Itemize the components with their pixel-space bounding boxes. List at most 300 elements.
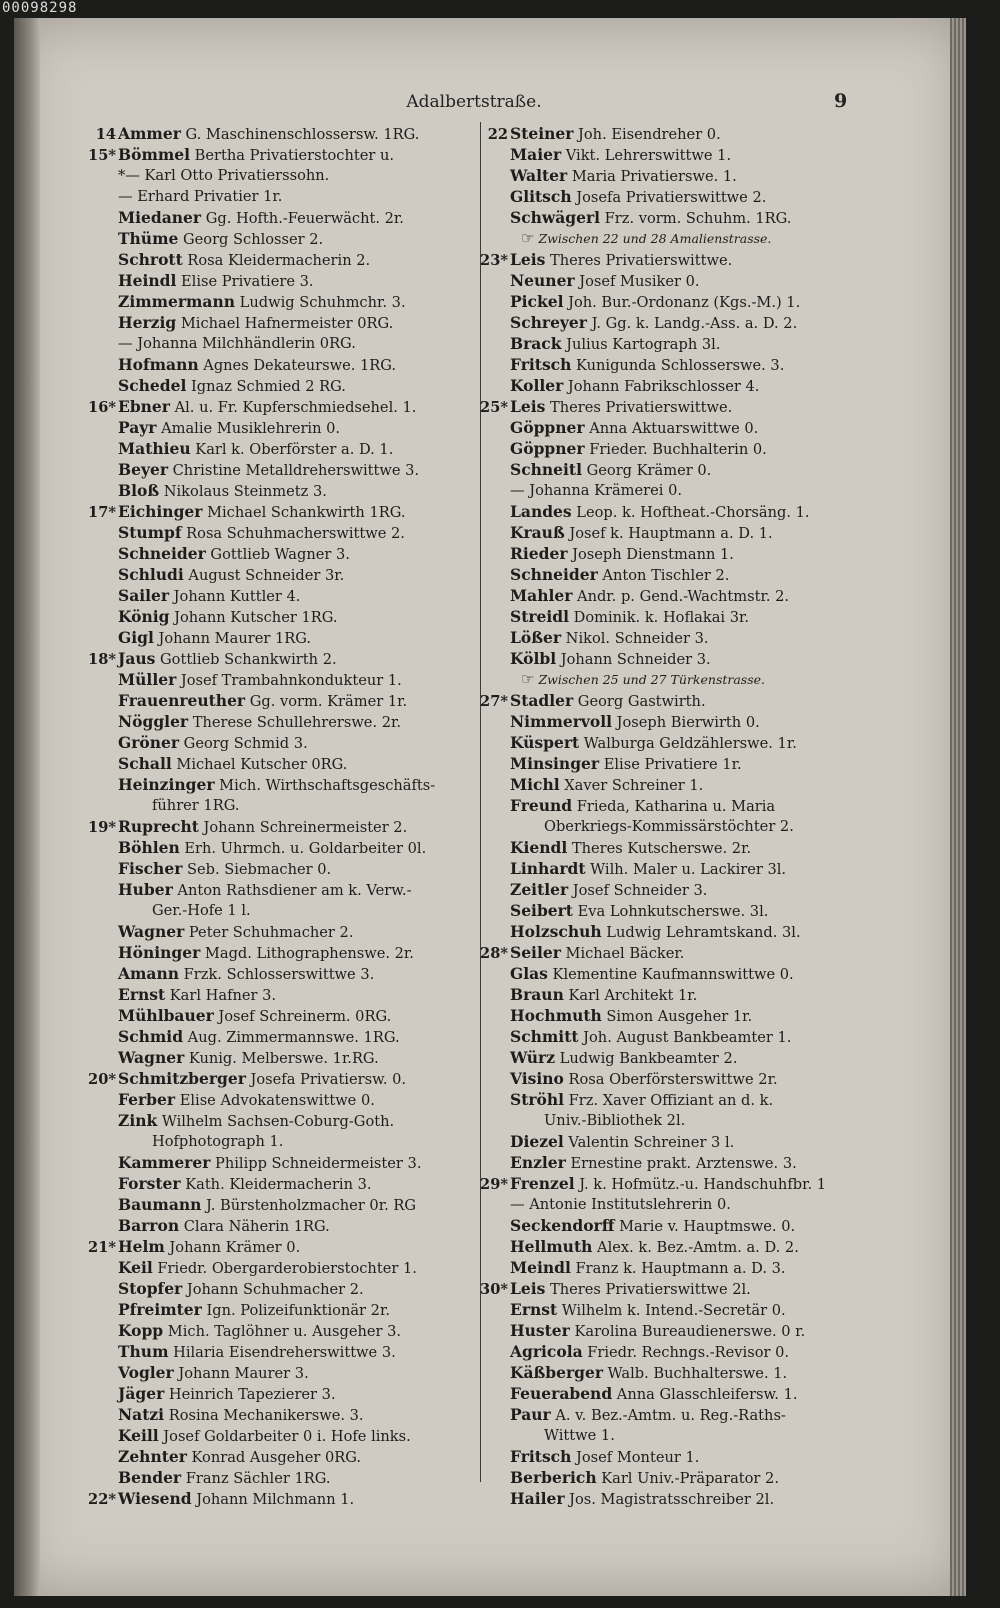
- page-edges: [950, 18, 966, 1596]
- resident-surname: Leis: [510, 397, 546, 416]
- directory-entry: [84, 1320, 474, 1341]
- resident-details: Ludwig Lehramtskand. 3l.: [601, 924, 801, 941]
- resident-details: Johann Schreinermeister 2.: [198, 819, 408, 836]
- directory-entry: [476, 1404, 876, 1425]
- house-number: 29*: [480, 1176, 508, 1193]
- directory-entry: [476, 1446, 876, 1467]
- resident-details: Johann Maurer 3.: [173, 1365, 309, 1382]
- directory-entry: [84, 1131, 474, 1152]
- resident-surname: Herzig: [118, 313, 177, 332]
- resident-surname: Ammer: [118, 124, 181, 143]
- resident-details: Seb. Siebmacher 0.: [182, 861, 332, 878]
- resident-details: Friedr. Obergarderobierstochter 1.: [152, 1260, 417, 1277]
- directory-entry: [84, 732, 474, 753]
- resident-details: Wilh. Maler u. Lackirer 3l.: [585, 861, 787, 878]
- directory-entry: [476, 1215, 876, 1236]
- resident-surname: Fischer: [118, 859, 183, 878]
- directory-entry: [84, 375, 474, 396]
- resident-details: Eva Lohnkutscherswe. 3l.: [572, 903, 769, 920]
- directory-entry: [84, 816, 474, 837]
- resident-surname: Brack: [510, 334, 562, 353]
- resident-details: Konrad Ausgeher 0RG.: [186, 1449, 362, 1466]
- directory-entry: [84, 1047, 474, 1068]
- resident-details: Ignaz Schmied 2 RG.: [186, 378, 346, 395]
- house-number: 14: [95, 126, 116, 143]
- resident-details: Joseph Bierwirth 0.: [612, 714, 760, 731]
- directory-entry: [476, 1131, 876, 1152]
- resident-details: Mich. Wirthschaftsgeschäfts-: [214, 777, 436, 794]
- resident-surname: Steiner: [510, 124, 574, 143]
- resident-details: Josef k. Hauptmann a. D. 1.: [564, 525, 773, 542]
- resident-details: Theres Privatierswittwe.: [545, 252, 733, 269]
- resident-details: Josefa Privatiersw. 0.: [245, 1071, 407, 1088]
- resident-surname: Thum: [118, 1342, 169, 1361]
- resident-surname: Müller: [118, 670, 177, 689]
- resident-surname: Walter: [510, 166, 568, 185]
- directory-entry: [84, 690, 474, 711]
- resident-details: Georg Gastwirth.: [573, 693, 706, 710]
- resident-surname: Stadler: [510, 691, 574, 710]
- directory-entry: [84, 417, 474, 438]
- directory-entry: [476, 459, 876, 480]
- resident-surname: Ebner: [118, 397, 170, 416]
- resident-details: Frzk. Schlosserswittwe 3.: [179, 966, 375, 983]
- directory-entry: [84, 522, 474, 543]
- resident-details: Karl Hafner 3.: [165, 987, 277, 1004]
- resident-details: Joseph Dienstmann 1.: [567, 546, 734, 563]
- directory-entry: [476, 333, 876, 354]
- resident-details: Alex. k. Bez.-Amtm. a. D. 2.: [592, 1239, 799, 1256]
- resident-details: — Johanna Krämerei 0.: [510, 482, 683, 499]
- resident-details: Karl Univ.-Präparator 2.: [596, 1470, 779, 1487]
- directory-entry: [476, 837, 876, 858]
- resident-surname: Ströhl: [510, 1090, 565, 1109]
- house-number: 25*: [480, 399, 508, 416]
- resident-surname: Maier: [510, 145, 562, 164]
- directory-entry: [476, 648, 876, 669]
- resident-surname: Braun: [510, 985, 564, 1004]
- directory-entry: [84, 879, 474, 900]
- directory-entry: [84, 312, 474, 333]
- directory-entry: [84, 186, 474, 207]
- directory-entry: [84, 984, 474, 1005]
- resident-surname: Höninger: [118, 943, 201, 962]
- resident-details: Vikt. Lehrerswittwe 1.: [561, 147, 732, 164]
- resident-details: Georg Schlosser 2.: [178, 231, 324, 248]
- resident-surname: Gröner: [118, 733, 180, 752]
- directory-entry: [476, 1089, 876, 1110]
- directory-entry: [84, 270, 474, 291]
- directory-entry: [84, 1194, 474, 1215]
- resident-surname: Schall: [118, 754, 172, 773]
- resident-surname: Baumann: [118, 1195, 202, 1214]
- directory-entry: [84, 1299, 474, 1320]
- directory-entry: [84, 900, 474, 921]
- resident-surname: Kiendl: [510, 838, 568, 857]
- resident-surname: Nöggler: [118, 712, 189, 731]
- pointing-hand-icon: ☞: [521, 229, 535, 247]
- resident-details: Michael Schankwirth 1RG.: [202, 504, 406, 521]
- resident-surname: Wiesend: [118, 1489, 192, 1508]
- resident-details: Walb. Buchhalterswe. 1.: [603, 1365, 788, 1382]
- right-column: [476, 123, 876, 1509]
- resident-details: Josef Schreinerm. 0RG.: [213, 1008, 392, 1025]
- resident-surname: Schreyer: [510, 313, 587, 332]
- resident-surname: Schrott: [118, 250, 183, 269]
- directory-entry: [476, 942, 876, 963]
- resident-surname: Zehnter: [118, 1447, 187, 1466]
- directory-entry: [84, 1089, 474, 1110]
- resident-details: Rosa Oberförsterswittwe 2r.: [563, 1071, 778, 1088]
- resident-details: Hofphotograph 1.: [152, 1133, 284, 1150]
- directory-entry: [476, 732, 876, 753]
- resident-surname: Schmitzberger: [118, 1069, 246, 1088]
- resident-surname: Koller: [510, 376, 564, 395]
- resident-surname: Frenzel: [510, 1174, 575, 1193]
- directory-entry: [84, 1425, 474, 1446]
- house-number: 21*: [88, 1239, 116, 1256]
- resident-surname: König: [118, 607, 170, 626]
- resident-details: Ernestine prakt. Arztenswe. 3.: [565, 1155, 797, 1172]
- resident-details: Oberkriegs-Kommissärstöchter 2.: [544, 818, 794, 835]
- resident-details: — Erhard Privatier 1r.: [118, 188, 283, 205]
- resident-details: Valentin Schreiner 3 l.: [563, 1134, 735, 1151]
- resident-surname: Küspert: [510, 733, 580, 752]
- resident-details: Anton Rathsdiener am k. Verw.-: [172, 882, 412, 899]
- directory-entry: [476, 480, 876, 501]
- resident-surname: Miedaner: [118, 208, 202, 227]
- resident-details: Philipp Schneidermeister 3.: [210, 1155, 422, 1172]
- resident-details: Georg Schmid 3.: [179, 735, 308, 752]
- directory-entry: [476, 690, 876, 711]
- house-number: 28*: [480, 945, 508, 962]
- directory-entry: [84, 858, 474, 879]
- resident-surname: Schedel: [118, 376, 187, 395]
- directory-entry: [84, 774, 474, 795]
- resident-details: J. Gg. k. Landg.-Ass. a. D. 2.: [586, 315, 798, 332]
- resident-surname: Schwägerl: [510, 208, 601, 227]
- directory-entry: [84, 333, 474, 354]
- resident-surname: Meindl: [510, 1258, 571, 1277]
- resident-details: Univ.-Bibliothek 2l.: [544, 1112, 686, 1129]
- resident-details: Julius Kartograph 3l.: [561, 336, 721, 353]
- resident-surname: Glas: [510, 964, 548, 983]
- resident-details: Al. u. Fr. Kupferschmiedsehel. 1.: [169, 399, 417, 416]
- resident-surname: Berberich: [510, 1468, 597, 1487]
- house-number: 22*: [88, 1491, 116, 1508]
- resident-surname: Paur: [510, 1405, 551, 1424]
- directory-entry: [84, 438, 474, 459]
- resident-details: Josef Goldarbeiter 0 i. Hofe links.: [158, 1428, 411, 1445]
- directory-entry: [84, 1446, 474, 1467]
- resident-details: Elise Advokatenswittwe 0.: [175, 1092, 375, 1109]
- resident-details: Michael Kutscher 0RG.: [171, 756, 348, 773]
- directory-entry: [84, 207, 474, 228]
- resident-details: — Antonie Institutslehrerin 0.: [510, 1196, 731, 1213]
- directory-entry: [476, 270, 876, 291]
- resident-details: Johann Milchmann 1.: [191, 1491, 355, 1508]
- directory-entry: [84, 1173, 474, 1194]
- directory-entry: [84, 669, 474, 690]
- resident-details: Michael Bäcker.: [560, 945, 685, 962]
- resident-details: Peter Schuhmacher 2.: [184, 924, 354, 941]
- directory-entry: [476, 1341, 876, 1362]
- resident-details: Josefa Privatierswittwe 2.: [571, 189, 767, 206]
- resident-surname: Zimmermann: [118, 292, 236, 311]
- resident-details: Michael Hafnermeister 0RG.: [176, 315, 394, 332]
- resident-surname: Ruprecht: [118, 817, 199, 836]
- resident-details: Joh. Eisendreher 0.: [573, 126, 721, 143]
- page-number: 9: [834, 90, 848, 112]
- directory-entry: [84, 354, 474, 375]
- resident-surname: Göppner: [510, 439, 585, 458]
- resident-surname: Visino: [510, 1069, 564, 1088]
- resident-surname: Gigl: [118, 628, 154, 647]
- resident-details: Joh. Bur.-Ordonanz (Kgs.-M.) 1.: [563, 294, 801, 311]
- directory-entry: [84, 1215, 474, 1236]
- resident-details: Agnes Dekateurswe. 1RG.: [198, 357, 397, 374]
- directory-entry: [476, 1257, 876, 1278]
- directory-entry: [84, 480, 474, 501]
- directory-entry: [476, 711, 876, 732]
- resident-surname: Zink: [118, 1111, 158, 1130]
- resident-details: Dominik. k. Hoflakai 3r.: [569, 609, 750, 626]
- resident-surname: Diezel: [510, 1132, 564, 1151]
- resident-details: Johann Kutscher 1RG.: [169, 609, 338, 626]
- resident-details: Joh. August Bankbeamter 1.: [578, 1029, 792, 1046]
- resident-surname: Pickel: [510, 292, 564, 311]
- directory-entry: [84, 144, 474, 165]
- resident-details: Gg. Hofth.-Feuerwächt. 2r.: [201, 210, 404, 227]
- directory-entry: [84, 1278, 474, 1299]
- directory-entry: [476, 795, 876, 816]
- resident-surname: Bender: [118, 1468, 182, 1487]
- directory-entry: [476, 354, 876, 375]
- resident-details: Leop. k. Hoftheat.-Chorsäng. 1.: [571, 504, 810, 521]
- resident-details: Johann Fabrikschlosser 4.: [563, 378, 760, 395]
- directory-entry: [84, 1257, 474, 1278]
- directory-entry: [476, 564, 876, 585]
- directory-entry: [476, 585, 876, 606]
- resident-details: führer 1RG.: [152, 797, 240, 814]
- resident-surname: Enzler: [510, 1153, 566, 1172]
- resident-surname: Seckendorff: [510, 1216, 615, 1235]
- directory-entry: [476, 627, 876, 648]
- pointing-hand-icon: ☞: [521, 670, 535, 688]
- resident-surname: Frauenreuther: [118, 691, 246, 710]
- resident-details: Xaver Schreiner 1.: [559, 777, 704, 794]
- resident-details: Bertha Privatierstochter u.: [190, 147, 394, 164]
- directory-entry: [476, 1425, 876, 1446]
- directory-entry: [84, 1383, 474, 1404]
- house-number: 19*: [88, 819, 116, 836]
- directory-entry: [84, 291, 474, 312]
- resident-surname: Hofmann: [118, 355, 199, 374]
- resident-details: Wilhelm k. Intend.-Secretär 0.: [557, 1302, 786, 1319]
- resident-details: Kath. Kleidermacherin 3.: [180, 1176, 372, 1193]
- directory-entry: [476, 879, 876, 900]
- resident-surname: Thüme: [118, 229, 179, 248]
- directory-entry: [84, 1404, 474, 1425]
- house-number: 30*: [480, 1281, 508, 1298]
- resident-details: — Johanna Milchhändlerin 0RG.: [118, 335, 356, 352]
- resident-details: Georg Krämer 0.: [581, 462, 712, 479]
- page-header-street: Adalbertstraße.: [406, 92, 542, 112]
- resident-details: Ign. Polizeifunktionär 2r.: [201, 1302, 390, 1319]
- directory-entry: [476, 1488, 876, 1509]
- resident-details: J. k. Hofmütz.-u. Handschuhfbr. 1: [574, 1176, 827, 1193]
- directory-entry: [476, 543, 876, 564]
- directory-entry: [84, 711, 474, 732]
- directory-entry: [84, 1152, 474, 1173]
- resident-details: Johann Schuhmacher 2.: [182, 1281, 364, 1298]
- directory-entry: [476, 501, 876, 522]
- directory-entry: [476, 1194, 876, 1215]
- directory-entry: [84, 165, 474, 186]
- street-note: [476, 228, 876, 249]
- directory-entry: [476, 249, 876, 270]
- resident-surname: Huster: [510, 1321, 570, 1340]
- resident-details: Christine Metalldreherswittwe 3.: [168, 462, 420, 479]
- resident-details: Amalie Musiklehrerin 0.: [156, 420, 341, 437]
- resident-surname: Rieder: [510, 544, 568, 563]
- resident-surname: Keil: [118, 1258, 153, 1277]
- resident-details: Karolina Bureaudienerswe. 0 r.: [569, 1323, 806, 1340]
- resident-details: Wittwe 1.: [544, 1427, 615, 1444]
- resident-surname: Barron: [118, 1216, 180, 1235]
- directory-entry: [476, 606, 876, 627]
- resident-details: Friedr. Rechngs.-Revisor 0.: [582, 1344, 790, 1361]
- house-number: 18*: [88, 651, 116, 668]
- resident-surname: Schmid: [118, 1027, 184, 1046]
- directory-entry: [84, 1236, 474, 1257]
- resident-details: Frieder. Buchhalterin 0.: [584, 441, 767, 458]
- directory-entry: [84, 1068, 474, 1089]
- resident-details: Maria Privatierswe. 1.: [567, 168, 737, 185]
- directory-entry: [84, 837, 474, 858]
- directory-entry: [476, 438, 876, 459]
- resident-details: Karl k. Oberförster a. D. 1.: [190, 441, 394, 458]
- directory-entry: [476, 774, 876, 795]
- resident-surname: Natzi: [118, 1405, 165, 1424]
- directory-entry: [476, 921, 876, 942]
- directory-entry: [476, 165, 876, 186]
- resident-surname: Krauß: [510, 523, 565, 542]
- resident-details: Johann Maurer 1RG.: [153, 630, 311, 647]
- directory-entry: [84, 396, 474, 417]
- resident-surname: Wagner: [118, 922, 185, 941]
- resident-details: Simon Ausgeher 1r.: [601, 1008, 753, 1025]
- resident-surname: Glitsch: [510, 187, 572, 206]
- resident-surname: Heindl: [118, 271, 177, 290]
- directory-entry: [476, 1278, 876, 1299]
- resident-surname: Ernst: [118, 985, 166, 1004]
- resident-surname: Jaus: [118, 649, 156, 668]
- resident-details: Rosa Schuhmacherswittwe 2.: [181, 525, 405, 542]
- resident-details: Ludwig Schuhmchr. 3.: [235, 294, 406, 311]
- resident-details: Anna Aktuarswittwe 0.: [584, 420, 759, 437]
- directory-entry: [476, 522, 876, 543]
- directory-entry: [84, 1005, 474, 1026]
- house-number: 15*: [88, 147, 116, 164]
- resident-details: Jos. Magistratsschreiber 2l.: [564, 1491, 775, 1508]
- resident-details: Elise Privatiere 1r.: [599, 756, 742, 773]
- resident-surname: Kopp: [118, 1321, 164, 1340]
- resident-details: Magd. Lithographenswe. 2r.: [200, 945, 414, 962]
- resident-surname: Wagner: [118, 1048, 185, 1067]
- directory-entry: [476, 1383, 876, 1404]
- house-number: 17*: [88, 504, 116, 521]
- directory-entry: [476, 396, 876, 417]
- directory-entry: [84, 795, 474, 816]
- directory-entry: [476, 1320, 876, 1341]
- directory-entry: [476, 1173, 876, 1194]
- resident-details: Anna Glasschleifersw. 1.: [612, 1386, 798, 1403]
- resident-surname: Heinzinger: [118, 775, 215, 794]
- resident-surname: Beyer: [118, 460, 168, 479]
- resident-details: *— Karl Otto Privatierssohn.: [118, 167, 330, 184]
- resident-surname: Fritsch: [510, 355, 572, 374]
- resident-surname: Schneider: [118, 544, 206, 563]
- resident-details: Andr. p. Gend.-Wachtmstr. 2.: [572, 588, 790, 605]
- resident-details: G. Maschinenschlossersw. 1RG.: [180, 126, 420, 143]
- resident-details: Clara Näherin 1RG.: [179, 1218, 330, 1235]
- resident-surname: Schneider: [510, 565, 598, 584]
- house-number: 22: [487, 126, 508, 143]
- directory-entry: [476, 1047, 876, 1068]
- resident-details: Nikol. Schneider 3.: [561, 630, 709, 647]
- directory-entry: [476, 207, 876, 228]
- directory-entry: [84, 249, 474, 270]
- directory-entry: [84, 123, 474, 144]
- directory-entry: [84, 648, 474, 669]
- resident-surname: Leis: [510, 250, 546, 269]
- resident-surname: Leis: [510, 1279, 546, 1298]
- resident-surname: Würz: [510, 1048, 556, 1067]
- directory-entry: [84, 1110, 474, 1131]
- resident-surname: Zeitler: [510, 880, 569, 899]
- directory-entry: [476, 900, 876, 921]
- resident-surname: Seibert: [510, 901, 573, 920]
- resident-details: Mich. Taglöhner u. Ausgeher 3.: [163, 1323, 402, 1340]
- directory-entry: [84, 1488, 474, 1509]
- resident-surname: Landes: [510, 502, 572, 521]
- directory-entry: [476, 1467, 876, 1488]
- directory-entry: [476, 1110, 876, 1131]
- resident-surname: Göppner: [510, 418, 585, 437]
- resident-surname: Jäger: [118, 1384, 165, 1403]
- resident-details: Kunig. Melberswe. 1r.RG.: [184, 1050, 379, 1067]
- resident-details: Ludwig Bankbeamter 2.: [555, 1050, 738, 1067]
- directory-entry: [84, 1026, 474, 1047]
- directory-entry: [476, 816, 876, 837]
- resident-details: August Schneider 3r.: [183, 567, 345, 584]
- resident-surname: Hochmuth: [510, 1006, 602, 1025]
- resident-details: Frz. vorm. Schuhm. 1RG.: [600, 210, 792, 227]
- resident-surname: Freund: [510, 796, 573, 815]
- directory-entry: [476, 1236, 876, 1257]
- directory-entry: [476, 984, 876, 1005]
- directory-entry: [84, 1341, 474, 1362]
- note-text: Zwischen 22 und 28 Amalienstrasse.: [538, 231, 772, 246]
- resident-details: Kunigunda Schlosserswe. 3.: [571, 357, 785, 374]
- resident-surname: Stopfer: [118, 1279, 183, 1298]
- resident-surname: Seiler: [510, 943, 561, 962]
- left-column: [84, 123, 474, 1509]
- directory-entry: [84, 1362, 474, 1383]
- resident-surname: Minsinger: [510, 754, 600, 773]
- directory-entry: [84, 921, 474, 942]
